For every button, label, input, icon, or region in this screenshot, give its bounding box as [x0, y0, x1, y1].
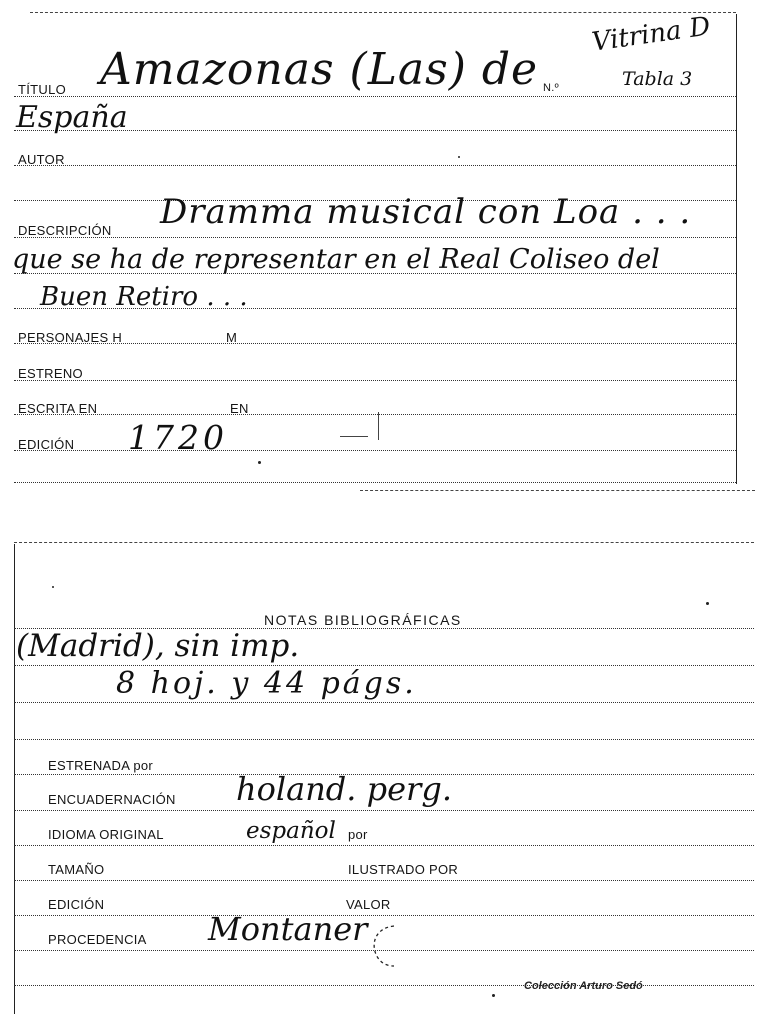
estreno-label: ESTRENO	[18, 366, 83, 381]
card-back-top-edge	[14, 542, 754, 543]
idioma-por-label: por	[348, 827, 368, 842]
ruled-line	[14, 380, 736, 381]
valor-label: VALOR	[346, 897, 391, 912]
handwritten-location-line1: Vitrina D	[590, 11, 713, 58]
procedencia-label: PROCEDENCIA	[48, 932, 147, 947]
ruled-line	[14, 96, 736, 97]
ruled-line	[14, 880, 754, 881]
handwritten-title-line2: España	[16, 100, 128, 135]
personajes-m-label: M	[226, 330, 238, 345]
ruled-line	[14, 237, 736, 238]
estrenada-por-label: ESTRENADA por	[48, 758, 154, 773]
handwritten-description-line2: que se ha de representar en el Real Coliseo del	[12, 244, 660, 275]
personajes-label: PERSONAJES H	[18, 330, 123, 345]
handwritten-title-line1: Amazonas (Las) de	[100, 44, 539, 95]
handwritten-notes-line2: 8 hoj. y 44 págs.	[116, 666, 417, 701]
edicion-label: EDICIÓN	[18, 437, 75, 452]
ink-speck	[458, 156, 460, 158]
tamano-label: TAMAÑO	[48, 862, 105, 877]
card-front-top-edge	[30, 12, 736, 13]
handwritten-binding: holand. perg.	[236, 770, 452, 808]
ruled-line	[14, 165, 736, 166]
ruled-line	[14, 414, 736, 415]
numero-label: N.º	[543, 82, 559, 94]
edicion-back-label: EDICIÓN	[48, 897, 105, 912]
handwritten-provenance: Montaner	[208, 910, 368, 948]
titulo-label: TÍTULO	[18, 82, 67, 97]
ink-speck	[706, 602, 709, 605]
ink-speck	[258, 461, 261, 464]
handwritten-notes-line1: (Madrid), sin imp.	[16, 628, 300, 664]
ruled-line	[14, 702, 754, 703]
handwritten-language: español	[246, 818, 336, 844]
ink-speck	[52, 586, 54, 588]
descripcion-label: DESCRIPCIÓN	[18, 223, 112, 238]
card-front-right-edge	[736, 14, 737, 484]
handwritten-edition-year: 1720	[128, 418, 228, 457]
card-back-left-edge	[14, 544, 15, 1014]
ruled-line	[14, 482, 736, 483]
ruled-line	[14, 739, 754, 740]
ruled-line	[14, 915, 754, 916]
escrita-en2-label: EN	[230, 401, 249, 416]
stamp-arc-mark	[368, 922, 398, 970]
handwritten-description-line3: Buen Retiro . . .	[40, 282, 248, 312]
escrita-en-label: ESCRITA EN	[18, 401, 98, 416]
card-overlap-edge	[378, 412, 379, 440]
encuadernacion-label: ENCUADERNACIÓN	[48, 792, 176, 807]
card-front-bottom-edge	[360, 490, 755, 491]
catalog-card-front	[0, 0, 759, 510]
handwritten-location-line2: Tabla 3	[622, 68, 693, 90]
idioma-original-label: IDIOMA ORIGINAL	[48, 827, 164, 842]
notas-bibliograficas-heading: NOTAS BIBLIOGRÁFICAS	[264, 612, 462, 628]
ink-speck	[492, 994, 495, 997]
collection-footer: Colección Arturo Sedó	[524, 980, 643, 992]
catalog-card-back	[0, 530, 759, 1028]
autor-label: AUTOR	[18, 152, 65, 167]
handwritten-description-line1: Dramma musical con Loa . . .	[160, 192, 692, 232]
ilustrado-por-label: ILUSTRADO POR	[348, 862, 459, 877]
ruled-line	[14, 845, 754, 846]
ink-mark	[340, 436, 368, 437]
ruled-line	[14, 343, 736, 344]
ruled-line	[14, 985, 754, 986]
ruled-line	[14, 810, 754, 811]
ruled-line	[14, 450, 736, 451]
